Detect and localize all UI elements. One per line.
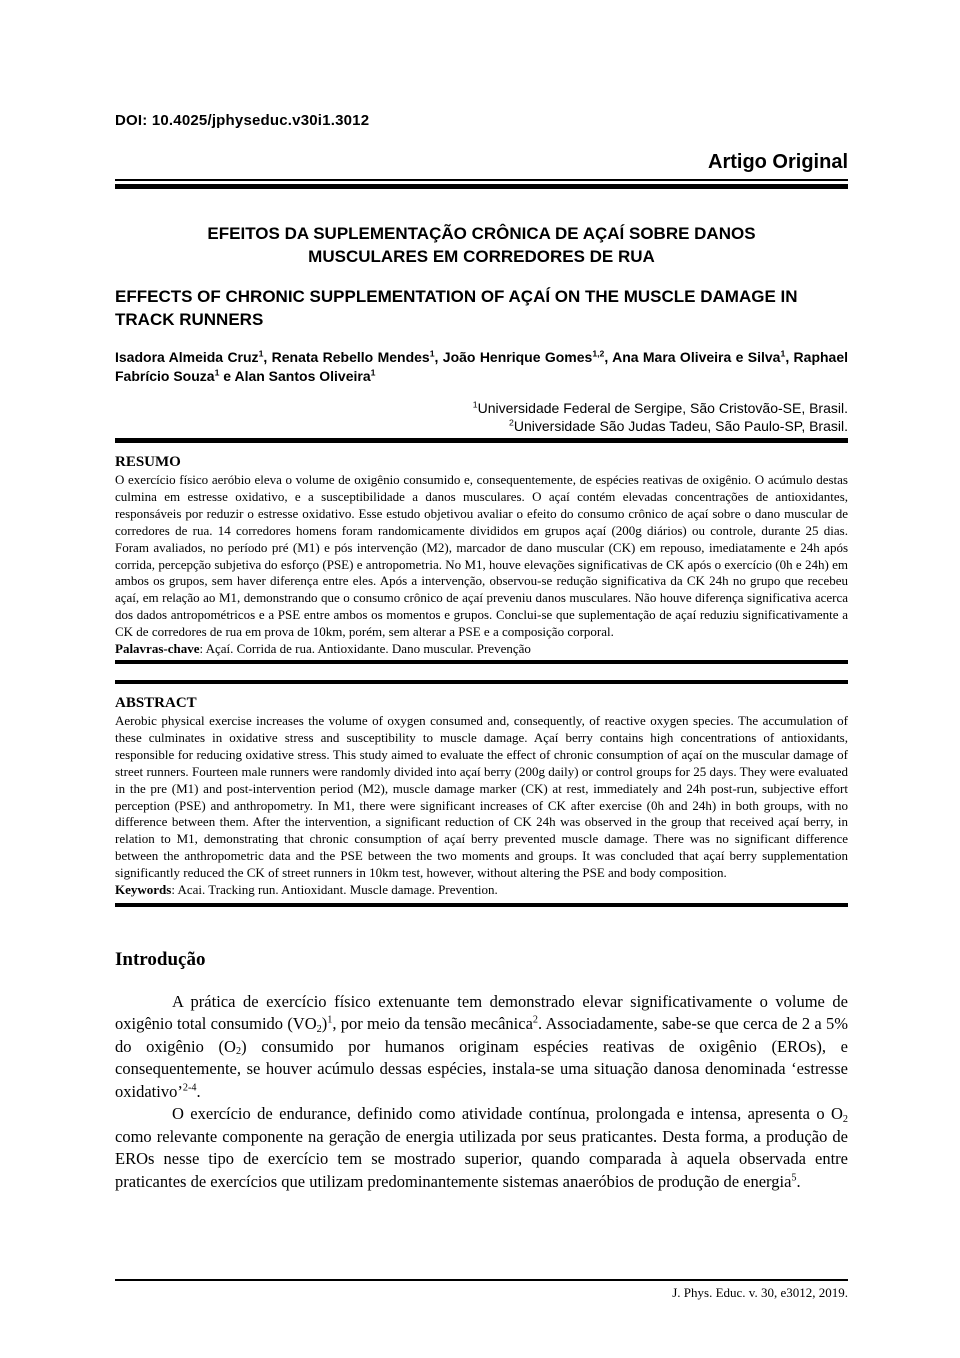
keywords-text: : Acai. Tracking run. Antioxidant. Muscle damage. Prevention. bbox=[171, 882, 498, 898]
resumo-body bbox=[115, 472, 848, 658]
footer-rule bbox=[115, 1279, 848, 1281]
title-english: EFFECTS OF CHRONIC SUPPLEMENTATION OF AÇAÍ ON THE MUSCLE DAMAGE IN TRACK RUNNERS bbox=[115, 287, 798, 329]
header-rule-thick bbox=[115, 184, 848, 189]
affiliations-rule bbox=[115, 438, 848, 443]
abstract-rule-top bbox=[115, 680, 848, 684]
palavras-chave-label: Palavras-chave bbox=[115, 641, 200, 657]
palavras-chave-line bbox=[115, 641, 848, 658]
intro-paragraph-2: O exercício de endurance, definido como atividade contínua, prolongada e intensa, apresenta o $O_2$ como relevante componente na geração de energia utilizada por seus praticantes. Desta forma, a produção de EROs nesse tipo de exercício tem se mostrado superior, quando comparada à aquela observada entre praticantes de exercícios que utilizam predominantemente sistemas anaeróbios de produção de energia$^5$. bbox=[115, 1104, 848, 1191]
palavras-chave-text: : Açaí. Corrida de rua. Antioxidante. Dano muscular. Prevenção bbox=[199, 641, 531, 657]
resumo-text: O exercício físico aeróbio eleva o volume de oxigênio consumido e, consequentemente, de espécies reativas de oxigênio. O acúmulo destas culmina em estresse oxidativo, e a susceptibilidade a danos musculares. O açaí contém elevadas concentrações de antioxidantes, responsáveis por reduzir o estresse oxidativo. Esse estudo objetivou avaliar o efeito do consumo crônico de açaí sobre o dano muscular de corredores de rua. 14 corredores homens foram randomicamente divididos em grupos açaí (200g diários) ou controle, durante 25 dias. Foram avaliados, no período pré (M1) e pós intervenção (M2), marcador de dano muscular (CK) em repouso, imediatamente e 24h após corrida, percepção subjetiva do esforço (PSE) e antropometria. No M1, houve elevações significativas de CK após o exercício (0h e 24h) em ambos os grupos, sem haver diferença entre eles. Após a intervenção, observou-se redução significativa da CK 24h no grupo que recebeu açaí, em relação ao M1, demonstrando que o consumo crônico de açaí preveniu danos musculares. Não houve diferença significativa acerca dos dados antropométricos e a PSE entre ambos os momentos e grupos. Conclui-se que suplementação de açaí reduziu significativamente a CK de corredores de rua em prova de 10km, porém, sem alterar a PSE e a composição corporal. bbox=[115, 472, 848, 640]
intro-paragraph-1: A prática de exercício físico extenuante tem demonstrado elevar significativamente o volume de oxigênio total consumido $(VO_2)^1$, por meio da tensão mecânica$^2$. Associadamente, sabe-se que cerca de 2 a 5% do oxigênio $(O_2)$ consumido por humanos originam espécies reativas de oxigênio (EROs), e consequentemente, se houver acúmulo dessas espécies, instala-se uma situação danosa denominada ‘estresse oxidativo’$^{2-4}$. bbox=[115, 991, 849, 1101]
doi-text: DOI: 10.4025/jphyseduc.v30i1.3012 bbox=[115, 112, 370, 129]
affiliations-block bbox=[115, 399, 848, 435]
introduction-body bbox=[115, 991, 848, 1194]
authors-line: Isadora Almeida Cruz$^1$, Renata Rebello Mendes$^1$, João Henrique Gomes$^{1,2}$, Ana Mara Oliveira e Silva$^1$, Raphael Fabrício Souza$^1$ e Alan Santos Oliveira$^1$ bbox=[115, 348, 849, 384]
abstract-body bbox=[115, 713, 848, 899]
abstract-text: Aerobic physical exercise increases the volume of oxygen consumed and, consequently, of reactive oxygen species. The accumulation of these culminates in oxidative stress and susceptibility to muscle damage. Açaí berry contains high concentrations of antioxidants, responsible for reducing oxidative stress. This study aimed to evaluate the effect of chronic consumption of açaí on the muscular damage of street runners. Fourteen male runners were randomly divided into açaí berry (200g daily) or control groups for 25 days. They were evaluated in the pre (M1) and post-intervention period (M2), muscle damage marker (CK) at rest, immediately and 24h post-run, subjective effort perception (PSE) and anthropometry. In M1, there were significant increases of CK after exercise (0h and 24h) in both groups, with no difference between them. After the intervention, a significant reduction of CK 24h was observed in the group that received açaí berry, in relation to M1, demonstrating that chronic consumption of açaí berry prevented muscle damage. There was no significant difference between the anthropometric data and the PSE between the two moments and groups. It was concluded that açaí berry supplementation significantly reduced the CK of street runners in 10km test, however, without altering the PSE and body composition. bbox=[115, 712, 848, 881]
page-footer bbox=[115, 1279, 848, 1301]
resumo-heading: RESUMO bbox=[115, 454, 181, 470]
title-portuguese: EFEITOS DA SUPLEMENTAÇÃO CRÔNICA DE AÇAÍ SOBRE DANOS MUSCULARES EM CORREDORES DE RUA bbox=[207, 224, 756, 266]
journal-citation: J. Phys. Educ. v. 30, e3012, 2019. bbox=[672, 1285, 848, 1300]
abstract-rule-bottom bbox=[115, 903, 848, 907]
article-type-label: Artigo Original bbox=[708, 151, 848, 173]
resumo-rule bbox=[115, 660, 848, 664]
introduction-heading: Introdução bbox=[115, 948, 206, 970]
keywords-line bbox=[115, 882, 848, 899]
affiliation-1: $^1$Universidade Federal de Sergipe, São Cristovão-SE, Brasil. bbox=[472, 399, 848, 416]
header-rule-thin bbox=[115, 179, 848, 181]
keywords-label: Keywords bbox=[115, 882, 172, 898]
affiliation-2: $^2$Universidade São Judas Tadeu, São Paulo-SP, Brasil. bbox=[509, 417, 848, 434]
abstract-heading: ABSTRACT bbox=[115, 694, 197, 711]
